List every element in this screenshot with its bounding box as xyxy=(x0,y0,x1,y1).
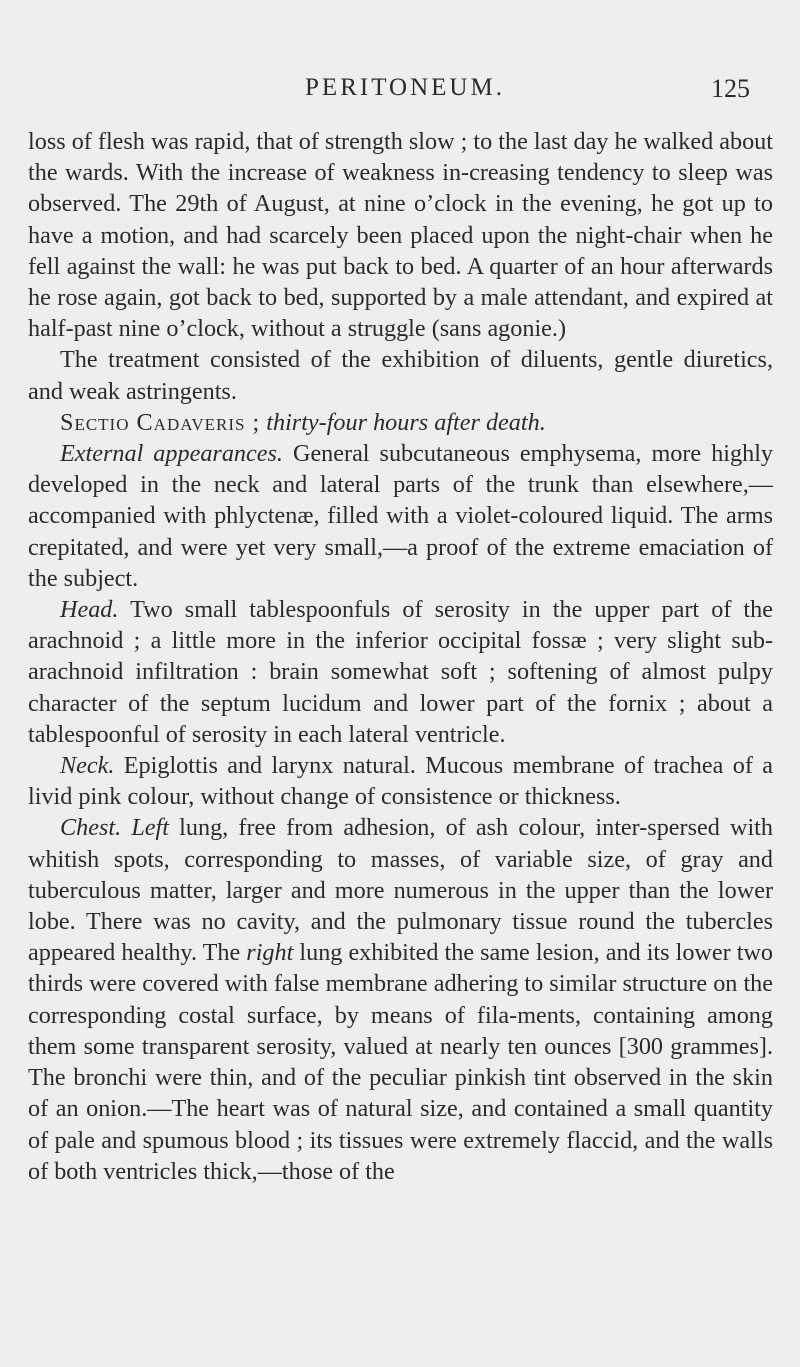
paragraph-text: The treatment consisted of the exhibition of diluents, gentle diuretics, and weak astringents. xyxy=(28,346,773,405)
paragraph-lead: Neck. xyxy=(60,752,115,780)
paragraph-case-history xyxy=(28,126,773,344)
paragraph-text-continued: lung exhibited the same lesion, and its lower two thirds were covered with false membrane adhering to similar structure on the corresponding costal surface, by means of fila-ments, containing among them some transparent serosity, valued at nearly ten ounces [300 grammes]. The bronchi were thin, and of the peculiar pinkish tint observed in the skin of an onion.—The heart was of natural size, and contained a small quantity of pale and spumous blood ; its tissues were extremely flaccid, and the walls of both ventricles thick,—those of the xyxy=(28,939,774,1185)
paragraph-external-appearances xyxy=(28,438,773,594)
running-title: PERITONEUM. xyxy=(305,74,505,101)
paragraph-neck xyxy=(28,750,773,812)
paragraph-emphasis: right xyxy=(246,939,294,967)
paragraph-text: Epiglottis and larynx natural. Mucous membrane of trachea of a livid pink colour, without change of consistence or thickness. xyxy=(28,752,774,811)
paragraph-text: Two small tablespoonfuls of serosity in the upper part of the arachnoid ; a little more in the inferior occipital fossæ ; very slight sub-arachnoid infiltration : brain somewhat soft ; softening of almost pulpy character of the septum lucidum and lower part of the fornix ; about a tablespoonful of serosity in each lateral ventricle. xyxy=(28,596,773,748)
paragraph-lead: Head. xyxy=(60,596,119,624)
paragraph-treatment xyxy=(28,344,773,406)
paragraph-head xyxy=(28,594,773,750)
paragraph-sectio-cadaveris xyxy=(28,407,773,438)
body-text xyxy=(28,126,773,1187)
paragraph-lead: Chest. xyxy=(60,814,122,842)
paragraph-text: General subcutaneous emphysema, more highly developed in the neck and lateral parts of the trunk than elsewhere,—accompanied with phlyctenæ, filled with a violet-coloured liquid. The arms crepitated, and were yet very small,—a proof of the extreme emaciation of the subject. xyxy=(28,440,774,592)
paragraph-text: lung, free from adhesion, of ash colour, inter-spersed with whitish spots, corresponding to masses, of variable size, of gray and tuberculous matter, larger and more numerous in the upper than the lower lobe. There was no cavity, and the pulmonary tissue round the tubercles appeared healthy. The xyxy=(28,814,773,967)
paragraph-lead: External appearances. xyxy=(60,440,283,468)
page-header xyxy=(60,74,750,114)
paragraph-text: loss of flesh was rapid, that of strength slow ; to the last day he walked about the wards. With the increase of weakness in-creasing tendency to sleep was observed. The 29th of August, at nine o’clock in the evening, he got up to have a motion, and had scarcely been placed upon the night-chair when he fell against the wall: he was put back to bed. A quarter of an hour afterwards he rose again, got back to bed, supported by a male attendant, and expired at half-past nine o’clock, without a struggle (sans agonie.) xyxy=(28,128,773,343)
section-heading: Sectio Cadaveris ; xyxy=(60,408,261,436)
paragraph-lead-secondary: Left xyxy=(131,814,169,842)
paragraph-chest xyxy=(28,812,773,1186)
page-number: 125 xyxy=(711,74,750,103)
section-subheading: thirty-four hours after death. xyxy=(266,408,546,436)
